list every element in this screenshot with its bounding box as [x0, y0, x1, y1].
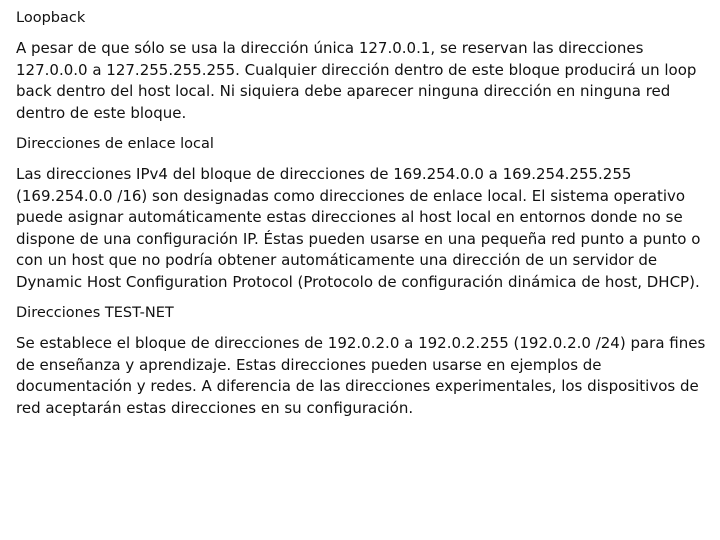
section-paragraph: A pesar de que sólo se usa la dirección única 127.0.0.1, se reservan las direcciones 127.0.0.0 a 127.255.255.255. Cualquier dirección dentro de este bloque producirá un loop back dentro del host local. Ni siquiera debe aparecer ninguna dirección en ninguna red dentro de este bloque. — [16, 39, 697, 122]
section-paragraph: Las direcciones IPv4 del bloque de direcciones de 169.254.0.0 a 169.254.255.255 (169.254.0.0 /16) son designadas como direcciones de enlace local. El sistema operativo puede asignar automáticamente estas direcciones al host local en entornos donde no se dispone de una configuración IP. Éstas pueden usarse en una pequeña red punto a punto o con un host que no podría obtener automáticamente una dirección de un servidor de Dynamic Host Configuration Protocol (Protocolo de configuración dinámica de host, DHCP). — [16, 165, 701, 291]
section-heading: Direcciones TEST-NET — [16, 305, 174, 321]
section-loopback — [16, 8, 706, 124]
section-paragraph: Se establece el bloque de direcciones de 192.0.2.0 a 192.0.2.255 (192.0.2.0 /24) para fines de enseñanza y aprendizaje. Estas direcciones pueden usarse en ejemplos de documentación y redes. A diferencia de las direcciones experimentales, los dispositivos de red aceptarán estas direcciones en su configuración. — [16, 334, 706, 417]
section-link-local — [16, 134, 706, 293]
document-body — [16, 8, 706, 429]
section-heading: Loopback — [16, 10, 86, 26]
section-test-net — [16, 303, 706, 419]
section-heading: Direcciones de enlace local — [16, 136, 214, 152]
